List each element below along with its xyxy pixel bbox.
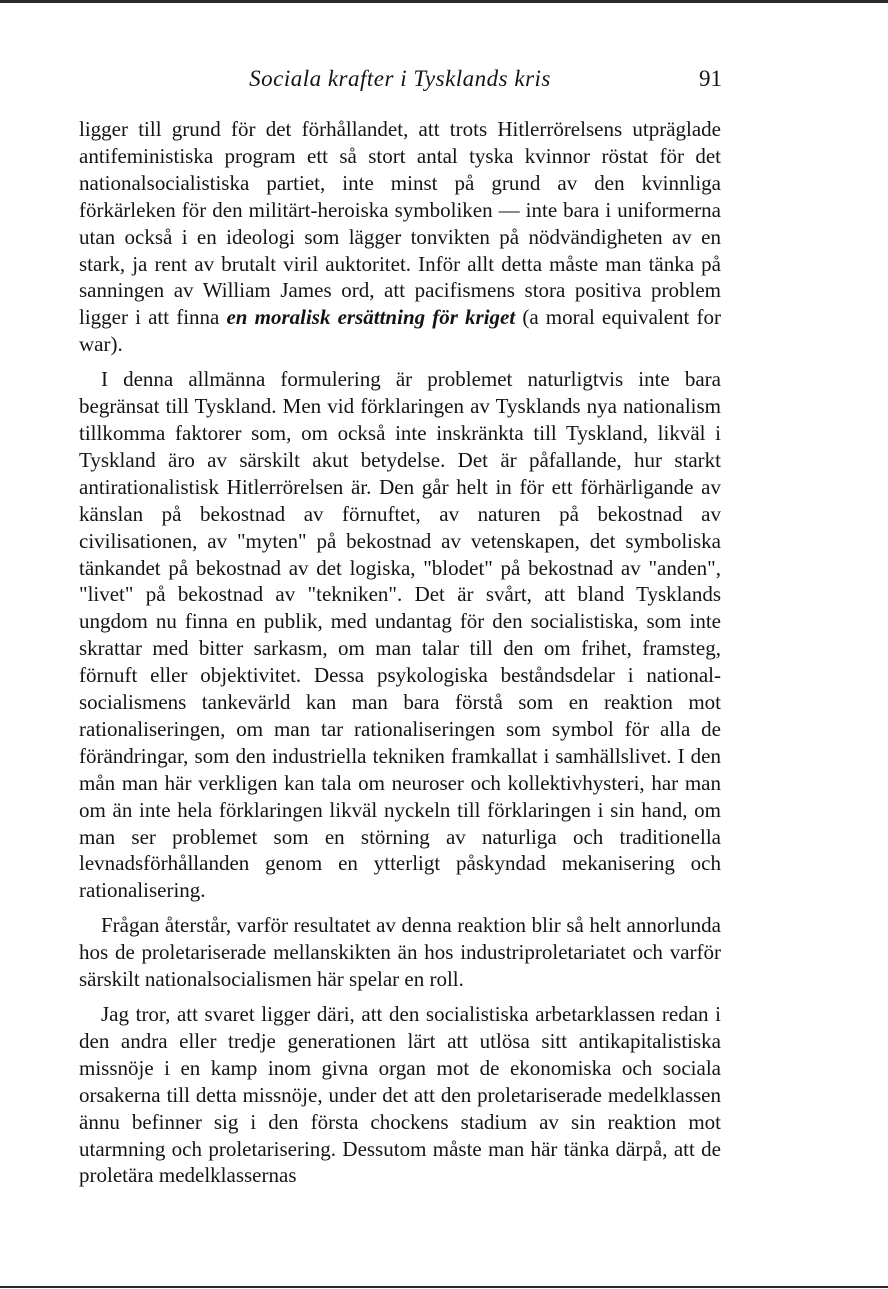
paragraph-1-text-a: ligger till grund för det förhållandet, att trots Hitlerrörelsens utpräglade antifeministiska program ett så stort antal tyska kvinnor röstat för det nationalsocialistiska partiet, inte minst på grund av den kvinnliga förkärleken för den militärt-heroiska symboliken — inte bara i uniformerna utan också i en ideologi som lägger tonvikten på nödvändigheten av en stark, ja rent av brutalt viril auktoritet. Inför allt detta måste man tänka på sanningen av William James ord, att pacifismens stora positiva problem ligger i att finna — [79, 117, 721, 330]
top-scan-edge — [0, 0, 888, 3]
page-number: 91 — [699, 66, 722, 91]
paragraph-3: Frågan återstår, varför resultatet av denna reaktion blir så helt annorlunda hos de proletariserade mellanskikten än hos industriproletariatet och varför särskilt nationalsocialismen här spelar en roll. — [79, 913, 721, 992]
running-head — [78, 66, 722, 102]
paragraph-4: Jag tror, att svaret ligger däri, att den socialistiska arbetarklassen redan i den andra eller tredje generationen lärt att utlösa sitt antikapitalistiska missnöje i en kamp inom givna organ mot de ekonomiska och sociala orsakerna till detta missnöje, under det att den proletariserade medelklassen ännu befinner sig i den första chockens stadium av sin reaktion mot utarmning och proletarisering. Dessutom måste man här tänka därpå, att de proletära medelklassernas — [79, 1002, 721, 1188]
paragraph-1 — [79, 116, 721, 358]
paragraph-2: I denna allmänna formulering är problemet naturligtvis inte bara begränsat till Tyskland. Men vid förklaringen av Tysklands nya nationalism tillkomma faktorer som, om också inte inskränkta till Tyskland, likväl i Tyskland äro av särskilt akut betydelse. Det är påfallande, hur starkt antirationalistisk Hitlerrörelsen är. Den går helt in för ett förhärligande av känslan på bekostnad av förnuftet, av naturen på bekostnad av civilisationen, av "myten" på bekostnad av vetenskapen, det symboliska tänkandet på bekostnad av det logiska, "blodet" på bekostnad av "anden", "livet" på bekostnad av "tekniken". Det är svårt, att bland Tysklands ungdom nu finna en publik, med undantag för den socialistiska, som inte skrattar med bitter sarkasm, om man talar till den om frihet, framsteg, förnuft eller objektivitet. Dessa psykologiska beståndsdelar i national-socialismens tankevärld kan man bara förstå som en reaktion mot rationaliseringen, om man tar rationaliseringen som symbol för alla de förändringar, som den industriella tekniken framkallat i samhällslivet. I den mån man här verkligen kan tala om neuroser och kollektivhysteri, har man om än inte hela förklaringen likväl nyckeln till förklaringen i sin hand, om man ser problemet som en störning av naturliga och traditionella levnadsförhållanden genom en ytterligt påskyndad mekanisering och rationalisering. — [79, 367, 721, 903]
bottom-scan-edge — [0, 1286, 888, 1288]
body-text — [79, 116, 721, 1197]
paragraph-1-emphasis: en moralisk ersättning för kriget — [226, 305, 516, 330]
paragraph-1-text-b: (a moral equivalent for war). — [79, 305, 721, 357]
running-title: Sociala krafter i Tysklands kris — [249, 66, 551, 91]
